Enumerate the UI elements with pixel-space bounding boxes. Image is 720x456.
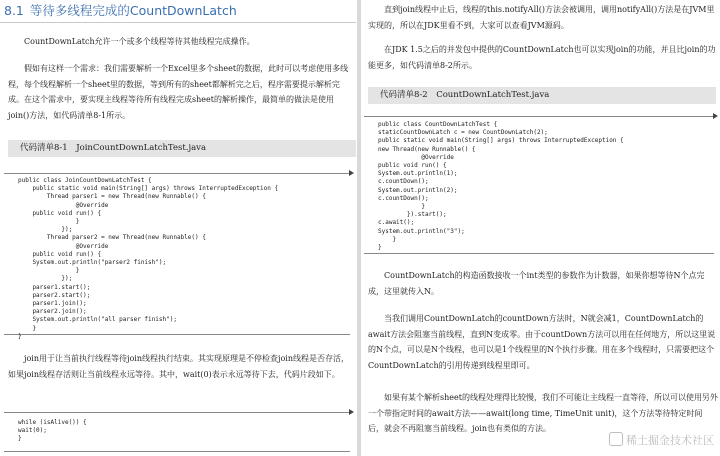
juejin-logo-icon (609, 432, 623, 446)
code-caption-8-2: 代码清单8-2 CountDownLatchTest.java (368, 87, 716, 104)
code-listing-8-1-text: public class JoinCountDownLatchTest { public static void main(String[] args) throws InterruptedException { Thread parser1 = new Thread(new Runnable() { @Override public void run() { } }); Thread parser2 = new Thread(new Runnable() { @Override public void run() { System.out.println("parser2 finish"); } }); parser1.start(); parser2.start(); parser1.join(); parser2.join(); System.out.println("all parser finish"); } } (18, 177, 279, 340)
left-page (0, 0, 356, 456)
right-page (362, 0, 720, 456)
countdown-paragraph: 当我们调用CountDownLatch的countDown方法时，N就会减1，CountDownLatch的await方法会阻塞当前线程，直到N变成零。由于countDown方法可以用在任何地方，所以这里说的N个点，可以是N个线程，也可以是1个线程里的N个执行步骤。用在多个线程时，只需要把这个CountDownLatch的引用传递到线程里即可。 (368, 314, 716, 370)
code-snippet-wait (4, 412, 350, 452)
requirement-paragraph: 假如有这样一个需求：我们需要解析一个Excel里多个sheet的数据，此时可以考虑使用多线程，每个线程解析一个sheet里的数据，等到所有的sheet都解析完之后，程序需要提示解析完成。在这个需求中，要实现主线程等待所有线程完成sheet的解析操作，最简单的做法是使用join()方法，如代码清单8-1所示。 (8, 64, 349, 120)
constructor-paragraph: CountDownLatch的构造函数接收一个int类型的参数作为计数器，如果你想等待N个点完成，这里就传入N。 (368, 271, 705, 296)
page-gutter (357, 0, 361, 456)
code-listing-8-1 (4, 173, 350, 340)
watermark-text: 稀土掘金技术社区 (626, 434, 714, 447)
heading-divider (0, 22, 356, 23)
code-listing-8-2-text: public class CountDownLatchTest { staticCountDownLatch c = new CountDownLatch(2); public static void main(String[] args) throws InterruptedException { new Thread(new Runnable() { @Override public void run() { System.out.println(1); c.countDown(); System.out.println(2); c.countDown(); } }).start(); c.await(); System.out.println("3"); } } (378, 121, 624, 252)
await-timeout-paragraph: 如果有某个解析sheet的线程处理得比较慢，我们不可能让主线程一直等待，所以可以使用另外一个带指定时间的await方法——await(long time, TimeUnit unit)，这个方法等待特定时间后，就会不再阻塞当前线程。join也有类似的方法。 (368, 393, 718, 433)
code-frame-arrow-icon (349, 170, 354, 176)
code-listing-8-2 (364, 116, 714, 254)
code-snippet-wait-text: while (isAlive()) { wait(0); } (18, 419, 87, 443)
section-number: 8.1 (4, 3, 24, 18)
jdk15-paragraph: 在JDK 1.5之后的并发包中提供的CountDownLatch也可以实现join的功能，并且比join的功能更多，如代码清单8-2所示。 (368, 45, 716, 70)
intro-paragraph: CountDownLatch允许一个或多个线程等待其他线程完成操作。 (24, 37, 255, 46)
code-frame-arrow-icon (349, 409, 354, 415)
code-frame-arrow-icon (713, 113, 718, 119)
watermark (609, 432, 714, 448)
section-title: 等待多线程完成的CountDownLatch (29, 3, 237, 18)
section-heading (4, 3, 356, 19)
join-explanation-paragraph: join用于让当前执行线程等待join线程执行结束。其实现原理是不停检查join线程是否存活，如果join线程存活则让当前线程永远等待。其中，wait(0)表示永远等待下去，代码片段如下。 (8, 354, 350, 379)
code-caption-8-1: 代码清单8-1 JoinCountDownLatchTest.java (8, 140, 356, 157)
notifyall-paragraph: 直到join线程中止后，线程的this.notifyAll()方法会被调用，调用notifyAll()方法是在JVM里实现的，所以在JDK里看不到，大家可以查看JVM源码。 (368, 5, 715, 30)
